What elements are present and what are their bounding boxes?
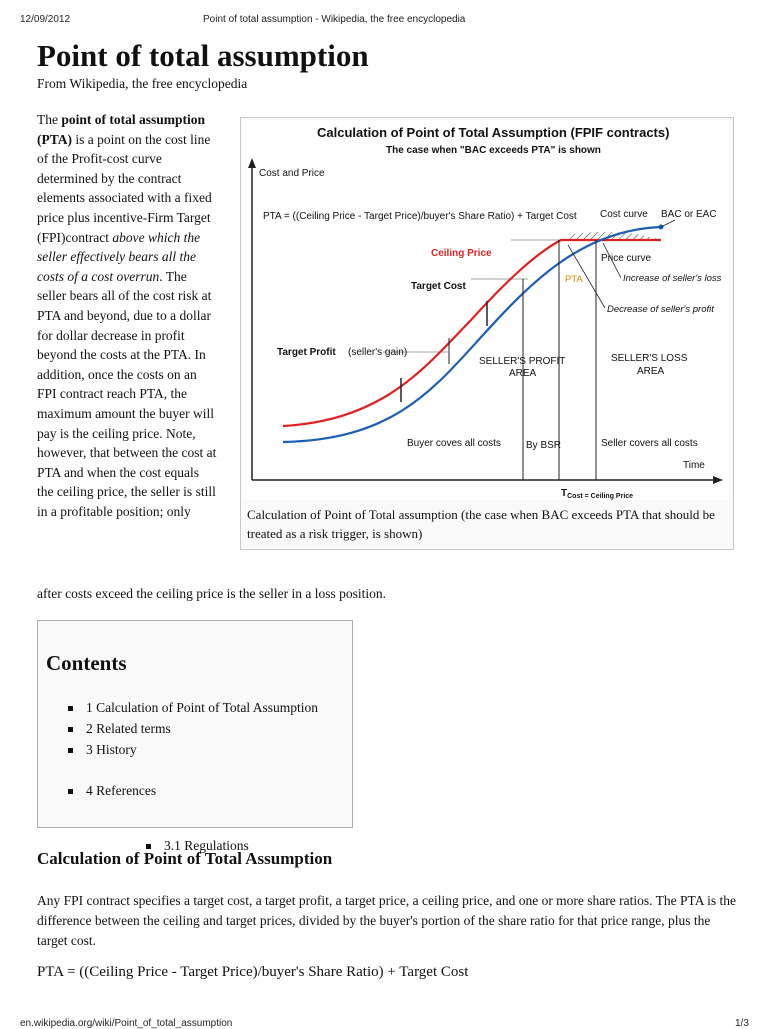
pta-diagram[interactable]	[243, 120, 729, 500]
figure-caption: Calculation of Point of Total assumption (the case when BAC exceeds PTA that should be treated as a risk trigger, is shown)	[247, 507, 715, 541]
seller-covers-label: Seller covers all costs	[601, 438, 698, 449]
intro-paragraph-tail: after costs exceed the ceiling price is the seller in a loss position.	[37, 586, 387, 601]
cost-curve-label: Cost curve	[600, 209, 648, 220]
pta-label: PTA	[565, 274, 583, 285]
buyer-covers-label: Buyer coves all costs	[407, 438, 501, 449]
tcost-subscript: Cost = Ceiling Price	[567, 493, 634, 500]
x-axis-label: Time	[683, 460, 705, 471]
diagram-subtitle: The case when "BAC exceeds PTA" is shown	[386, 145, 601, 156]
pta-formula: PTA = ((Ceiling Price - Target Price)/buyer's Share Ratio) + Target Cost	[37, 964, 469, 980]
page-subtitle: From Wikipedia, the free encyclopedia	[37, 76, 248, 91]
loss-area-label-2: AREA	[637, 366, 665, 377]
toc-item-calculation[interactable]: 1 Calculation of Point of Total Assumption	[68, 698, 318, 719]
bac-label: BAC or EAC	[661, 209, 717, 220]
target-profit-label: Target Profit	[277, 347, 336, 358]
formula-label: PTA = ((Ceiling Price - Target Price)/buyer's Share Ratio) + Target Cost	[263, 211, 577, 222]
intro-text-2: is a point on the cost line of the Profit-cost curve determined by the contract elements associated with a fixed price plus incentive-Firm Target (FPI)contract	[37, 131, 212, 245]
price-curve-line	[283, 240, 661, 426]
intro-text-3: . The seller bears all of the cost risk at PTA and beyond, due to a dollar for dollar decrease in profit beyond the costs at the PTA. In addition, once the costs on an FPI contract reach PTA, the maximum amount the buyer will pay is the ceiling price. Note, however, that between the cost at PTA and when the cost equals the ceiling price, the seller is still in a profitable position; only	[37, 268, 217, 519]
profit-area-label-1: SELLER'S PROFIT	[479, 356, 566, 367]
print-date: 12/09/2012	[20, 14, 71, 25]
bac-leader	[661, 220, 675, 227]
toc-item-regulations[interactable]: 3.1 Regulations	[105, 836, 355, 857]
toc-list	[68, 698, 319, 854]
intro-term: point of total assumption (PTA)	[37, 112, 206, 147]
intro-emphasis: above which the seller effectively bears all the costs of a cost overrun	[37, 229, 201, 284]
y-axis-arrow	[248, 158, 256, 168]
toc-item-history[interactable]: 3 History	[68, 740, 318, 761]
toc-item-related-terms[interactable]: 2 Related terms	[68, 719, 318, 740]
price-curve-label: Price curve	[601, 253, 652, 264]
target-cost-label: Target Cost	[411, 281, 466, 292]
calculation-paragraph: Any FPI contract specifies a target cost, a target profit, a target price, a ceiling price, and one or more share ratios. The PTA is the difference between the ceiling and target prices, divided by the buyer's portion of the share ratio for that price range, plus the target cost.	[37, 893, 736, 948]
by-bsr-label: By BSR	[526, 440, 562, 451]
loss-area-label-1: SELLER'S LOSS	[611, 353, 688, 364]
decrease-profit-label: Decrease of seller's profit	[607, 304, 714, 315]
toc-title: Contents	[46, 651, 127, 675]
diagram-title: Calculation of Point of Total Assumption (FPIF contracts)	[317, 125, 670, 140]
figure-thumb	[240, 117, 734, 550]
tcost-label	[561, 488, 633, 500]
ceiling-price-label: Ceiling Price	[431, 248, 492, 259]
intro-paragraph	[37, 110, 217, 521]
profit-area-label-2: AREA	[509, 368, 537, 379]
page-title: Point of total assumption	[37, 38, 369, 73]
increase-loss-label: Increase of seller's loss	[623, 273, 722, 284]
print-page-number: 1/3	[735, 1018, 749, 1029]
sellers-gain-label: (seller's gain)	[348, 347, 408, 358]
x-axis-arrow	[713, 476, 723, 484]
print-url: en.wikipedia.org/wiki/Point_of_total_assumption	[20, 1018, 233, 1029]
table-of-contents	[37, 620, 353, 854]
section-heading-calculation: Calculation of Point of Total Assumption	[37, 849, 333, 868]
print-page-title: Point of total assumption - Wikipedia, the free encyclopedia	[203, 14, 466, 25]
toc-item-references[interactable]: 4 References	[68, 781, 318, 802]
intro-text-1: The	[37, 112, 62, 127]
y-axis-label: Cost and Price	[259, 168, 325, 179]
tcost-main: T	[561, 488, 568, 499]
